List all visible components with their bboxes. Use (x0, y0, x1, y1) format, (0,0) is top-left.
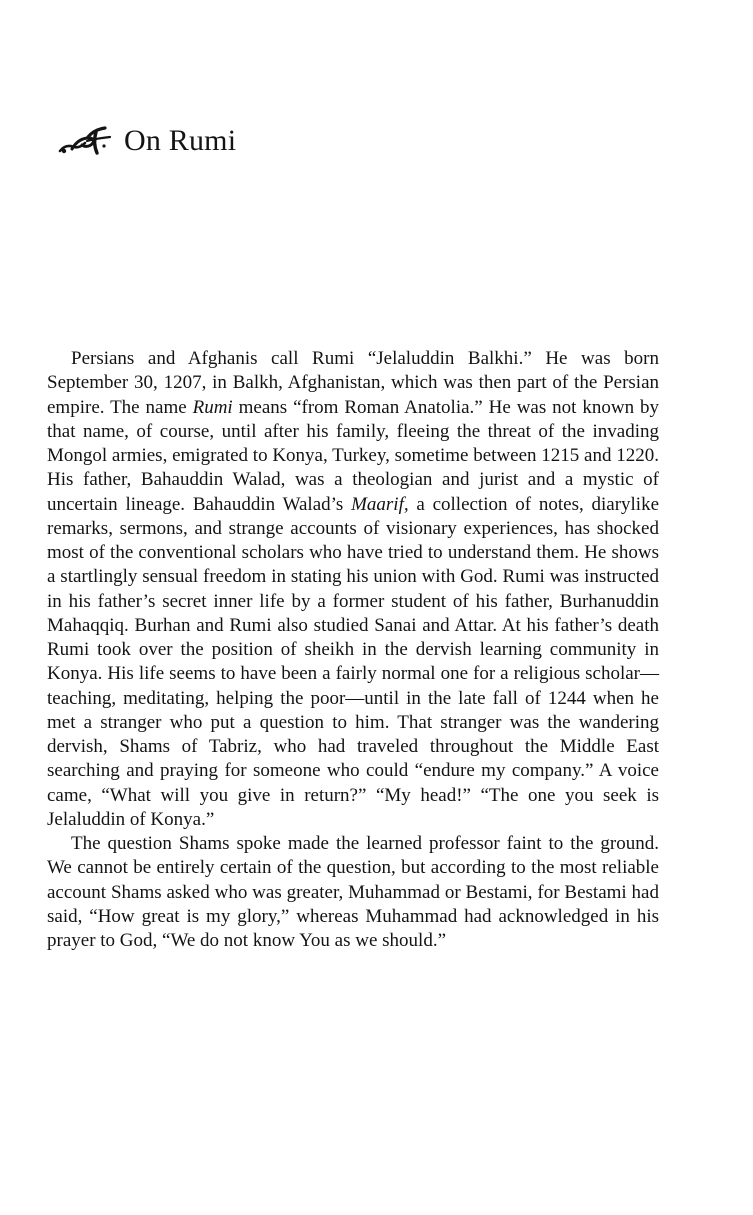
paragraph (47, 347, 659, 832)
body-text (47, 347, 659, 953)
text-run: The question Shams spoke made the learned professor faint to the ground. We cannot be entirely certain of the question, but according to the most reliable account Shams asked who was greater, Muhammad or Bestami, for Bestami had said, “How great is my glory,” whereas Muhammad had acknowledged in his prayer to God, “We do not know You as we should.” (47, 833, 659, 951)
italic-title-maarif: Maarif, (351, 493, 409, 515)
chapter-heading (58, 124, 236, 158)
calligraphy-ornament-icon (58, 124, 114, 158)
italic-term-rumi: Rumi (192, 396, 233, 418)
paragraph (47, 832, 659, 953)
text-run: Persians and Afghanis call Rumi “Jelaluddin Balkhi.” He was born September 30, 1207, in Balkh, Afghanistan, which was then part of the Persian empire. The name (47, 348, 659, 418)
text-run: means “from Roman Anatolia.” He was not known by that name, of course, until after his family, fleeing the threat of the invading Mongol armies, emigrated to Konya, Turkey, sometime between 1215 and 1220. His father, Bahauddin Walad, was a theologian and jurist and a mystic of uncertain lineage. Bahauddin Walad’s (47, 396, 659, 515)
text-run: a collection of notes, diarylike remarks, sermons, and strange accounts of visionary experiences, has shocked most of the conventional scholars who have tried to understand them. He shows a startlingly sensual freedom in stating his union with God. Rumi was instructed in his father’s secret inner life by a former student of his father, Burhanuddin Mahaqqiq. Burhan and Rumi also studied Sanai and Attar. At his father’s death Rumi took over the position of sheikh in the dervish learning community in Konya. His life seems to have been a fairly normal one for a religious scholar—teaching, meditating, helping the poor—until in the late fall of 1244 when he met a stranger who put a question to him. That stranger was the wandering dervish, Shams of Tabriz, who had traveled throughout the Middle East searching and praying for someone who could “endure my company.” A voice came, “What will you give in return?” “My head!” “The one you seek is Jelaluddin of Konya.” (47, 493, 660, 830)
chapter-title: On Rumi (124, 124, 237, 157)
